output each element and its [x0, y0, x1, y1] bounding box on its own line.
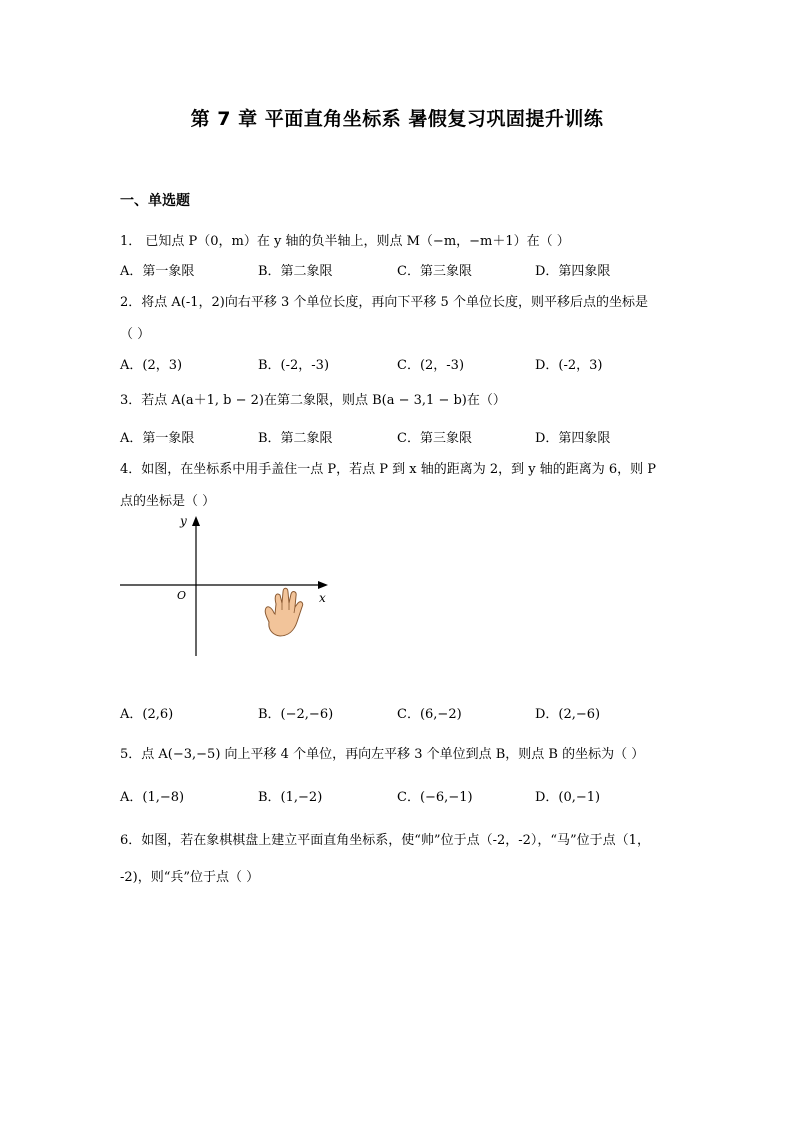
question-2-text: 2．将点 A(-1，2)向右平移 3 个单位长度，再向下平移 5 个单位长度，则平移后点的坐标是: [120, 295, 648, 310]
question-4-text: 4．如图，在坐标系中用手盖住一点 P，若点 P 到 x 轴的距离为 2，到 y 轴的距离为 6，则 P: [120, 462, 657, 477]
option-c: C．(2，-3): [397, 358, 465, 373]
option-c: C．(−6,−1): [397, 790, 473, 805]
option-b: B．(-2，-3): [258, 358, 330, 373]
question-3-text: 3．若点 A(a＋1, b − 2)在第二象限，则点 B(a − 3,1 − b)在（）: [120, 393, 506, 408]
question-2-text-cont: （ ）: [120, 327, 151, 342]
x-axis-label: x: [319, 591, 326, 605]
option-d: D．(-2，3): [535, 358, 603, 373]
question-3-options: [120, 427, 680, 447]
question-6-text-cont: -2)，则“兵”位于点（ ）: [120, 870, 260, 885]
option-b: B．第二象限: [258, 264, 333, 279]
option-a: A．第一象限: [120, 264, 195, 279]
hand-icon: [265, 588, 302, 636]
option-d: D．(2,−6): [535, 707, 601, 722]
question-2-options: [120, 354, 680, 374]
option-c: C．第三象限: [397, 431, 472, 446]
option-a: A．(1,−8): [120, 790, 185, 805]
option-a: A．(2,6): [120, 707, 174, 722]
option-d: D．(0,−1): [535, 790, 601, 805]
option-c: C．第三象限: [397, 264, 472, 279]
section-heading: 一、单选题: [120, 193, 190, 209]
option-b: B．(−2,−6): [258, 707, 334, 722]
origin-label: O: [177, 589, 187, 602]
page-title: 第 7 章 平面直角坐标系 暑假复习巩固提升训练: [190, 108, 604, 130]
option-b: B．第二象限: [258, 431, 333, 446]
question-1-options: [120, 260, 680, 280]
option-a: A．第一象限: [120, 431, 195, 446]
question-1-text: 1． 已知点 P（0，m）在 y 轴的负半轴上，则点 M（−m，−m＋1）在（ ）: [120, 234, 570, 249]
question-6-text: 6．如图，若在象棋棋盘上建立平面直角坐标系，使“帅”位于点（-2，-2），“马”位于点（1，: [120, 833, 650, 848]
question-4-text-cont: 点的坐标是（ ）: [120, 494, 216, 509]
question-4-options: [120, 703, 680, 723]
option-c: C．(6,−2): [397, 707, 462, 722]
option-b: B．(1,−2): [258, 790, 323, 805]
y-axis-arrow: [192, 516, 200, 526]
option-d: D．第四象限: [535, 264, 611, 279]
y-axis-label: y: [180, 514, 187, 528]
question-5-options: [120, 786, 680, 806]
x-axis-arrow: [318, 581, 328, 589]
option-d: D．第四象限: [535, 431, 611, 446]
coordinate-figure: [116, 510, 336, 660]
question-5-text: 5．点 A(−3,−5) 向上平移 4 个单位，再向左平移 3 个单位到点 B，则点 B 的坐标为（ ）: [120, 747, 645, 762]
option-a: A．(2，3): [120, 358, 183, 373]
